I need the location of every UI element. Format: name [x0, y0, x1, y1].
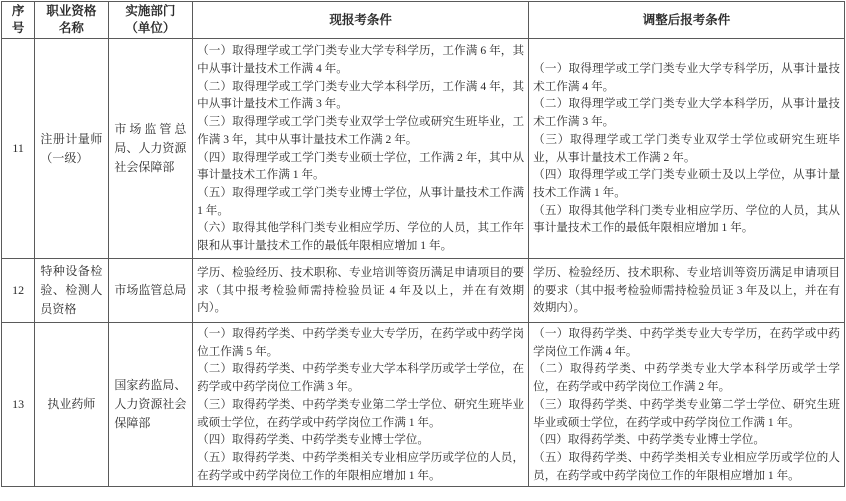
table-row-12: [2, 259, 845, 323]
condition-item: （三）取得药学类、中药学类专业第二学士学位、研究生班毕业或硕士学位，在药学或中药学岗位工作满 1 年。: [197, 397, 525, 429]
table-row-13: [2, 323, 845, 487]
cell-current-conditions: [193, 259, 529, 323]
header-current-conditions-label: 现报考条件: [329, 12, 392, 27]
cell-qualification-name: [35, 323, 108, 487]
header-qualification-name-label: 职业资格名称: [46, 4, 97, 35]
condition-item: （三）取得药学类、中药学类专业第二学士学位、研究生班毕业或硕士学位，在药学或中药学岗位工作满 1 年。: [533, 397, 840, 429]
condition-item: （四）取得药学类、中药学类专业博士学位。: [197, 433, 429, 447]
table-row-11: [2, 39, 845, 259]
cell-adjusted-conditions: [529, 39, 845, 259]
condition-item: 学历、检验经历、技术职称、专业培训等资历满足申请项目的要求（其中报考检验师需持检验员证 4 年及以上，并在有效期内）。: [197, 265, 525, 315]
implementing-department-text: 市场监管总局、人力资源社会保障部: [114, 122, 187, 174]
header-implementing-department: [108, 2, 193, 39]
implementing-department-text: 市场监管总局: [114, 283, 187, 297]
qualification-name-text: 执业药师: [47, 397, 96, 412]
header-implementing-department-label: 实施部门（单位）: [125, 4, 176, 35]
cell-serial-number: 13: [2, 323, 35, 487]
condition-item: （四）取得药学类、中药学类专业博士学位。: [533, 433, 765, 447]
header-current-conditions: [193, 2, 529, 39]
header-adjusted-conditions-label: 调整后报考条件: [642, 12, 731, 27]
condition-item: 学历、检验经历、技术职称、专业培训等资历满足申请项目的要求（其中报考检验师需持检验员证 3 年及以上，并在有效期内）。: [533, 265, 840, 315]
cell-serial-number: 12: [2, 259, 35, 323]
header-qualification-name: [35, 2, 108, 39]
condition-item: （二）取得理学或工学门类专业大学本科学历，从事计量技术工作满 3 年。: [533, 97, 840, 129]
header-serial-number-label: 序号: [11, 4, 25, 35]
condition-item: （一）取得药学类、中药学类专业大专学历，在药学或中药学岗位工作满 5 年。: [197, 327, 525, 358]
qualification-conditions-table: [1, 1, 845, 487]
header-serial-number: [2, 2, 35, 39]
cell-implementing-department: [108, 259, 193, 323]
condition-item: （五）取得药学类、中药学类相关专业相应学历或学位的人员，在药学或中药学岗位工作的年限相应增加 1 年。: [197, 450, 525, 482]
cell-serial-number: 11: [2, 39, 35, 259]
condition-item: （一）取得理学或工学门类专业大学专科学历，工作满 6 年，其中从事计量技术工作满 4 年。: [197, 44, 525, 75]
cell-qualification-name: [35, 259, 108, 323]
condition-item: （二）取得药学类、中药学类专业大学本科学历或学士学位，在药学或中药学岗位工作满 3 年。: [197, 362, 525, 394]
condition-item: （二）取得药学类、中药学类专业大学本科学历或学士学位，在药学或中药学岗位工作满 2 年。: [533, 362, 840, 394]
condition-item: （二）取得理学或工学门类专业大学本科学历，工作满 4 年，其中从事计量技术工作满 3 年。: [197, 79, 525, 111]
condition-item: （四）取得理学或工学门类专业硕士学位，工作满 2 年，其中从事计量技术工作满 1 年。: [197, 150, 525, 182]
cell-current-conditions: [193, 323, 529, 487]
cell-adjusted-conditions: [529, 323, 845, 487]
implementing-department-text: 国家药监局、人力资源社会保障部: [114, 378, 187, 431]
cell-implementing-department: [108, 323, 193, 487]
cell-current-conditions: [193, 39, 529, 259]
condition-item: （五）取得其他学科门类专业相应学历、学位的人员，其从事计量技术工作的最低年限相应增加 1 年。: [533, 203, 840, 235]
condition-item: （五）取得药学类、中药学类相关专业相应学历或学位的人员，在药学或中药学岗位工作的年限相应增加 1 年。: [533, 450, 840, 482]
condition-item: （三）取得理学或工学门类专业双学士学位或研究生班毕业，从事计量技术工作满 2 年。: [533, 132, 840, 164]
condition-item: （一）取得理学或工学门类专业大学专科学历，从事计量技术工作满 4 年。: [533, 61, 840, 93]
cell-adjusted-conditions: [529, 259, 845, 323]
condition-item: （四）取得理学或工学门类专业硕士及以上学位，从事计量技术工作满 1 年。: [533, 168, 840, 199]
condition-item: （六）取得其他学科门类专业相应学历、学位的人员，其工作年限和从事计量技术工作的最低年限相应增加 1 年。: [197, 221, 525, 253]
condition-item: （三）取得理学或工学门类专业双学士学位或研究生班毕业，工作满 3 年，其中从事计量技术工作满 2 年。: [197, 115, 525, 146]
condition-item: （一）取得药学类、中药学类专业大专学历，在药学或中药学岗位工作满 4 年。: [533, 327, 840, 358]
cell-qualification-name: [35, 39, 108, 259]
qualification-name-text: 注册计量师（一级）: [40, 131, 103, 165]
cell-implementing-department: [108, 39, 193, 259]
qualification-name-text: 特种设备检验、检测人员资格: [40, 264, 103, 316]
header-row: [2, 2, 845, 39]
condition-item: （五）取得理学或工学门类专业博士学位，从事计量技术工作满 1 年。: [197, 185, 525, 217]
header-adjusted-conditions: [529, 2, 845, 39]
